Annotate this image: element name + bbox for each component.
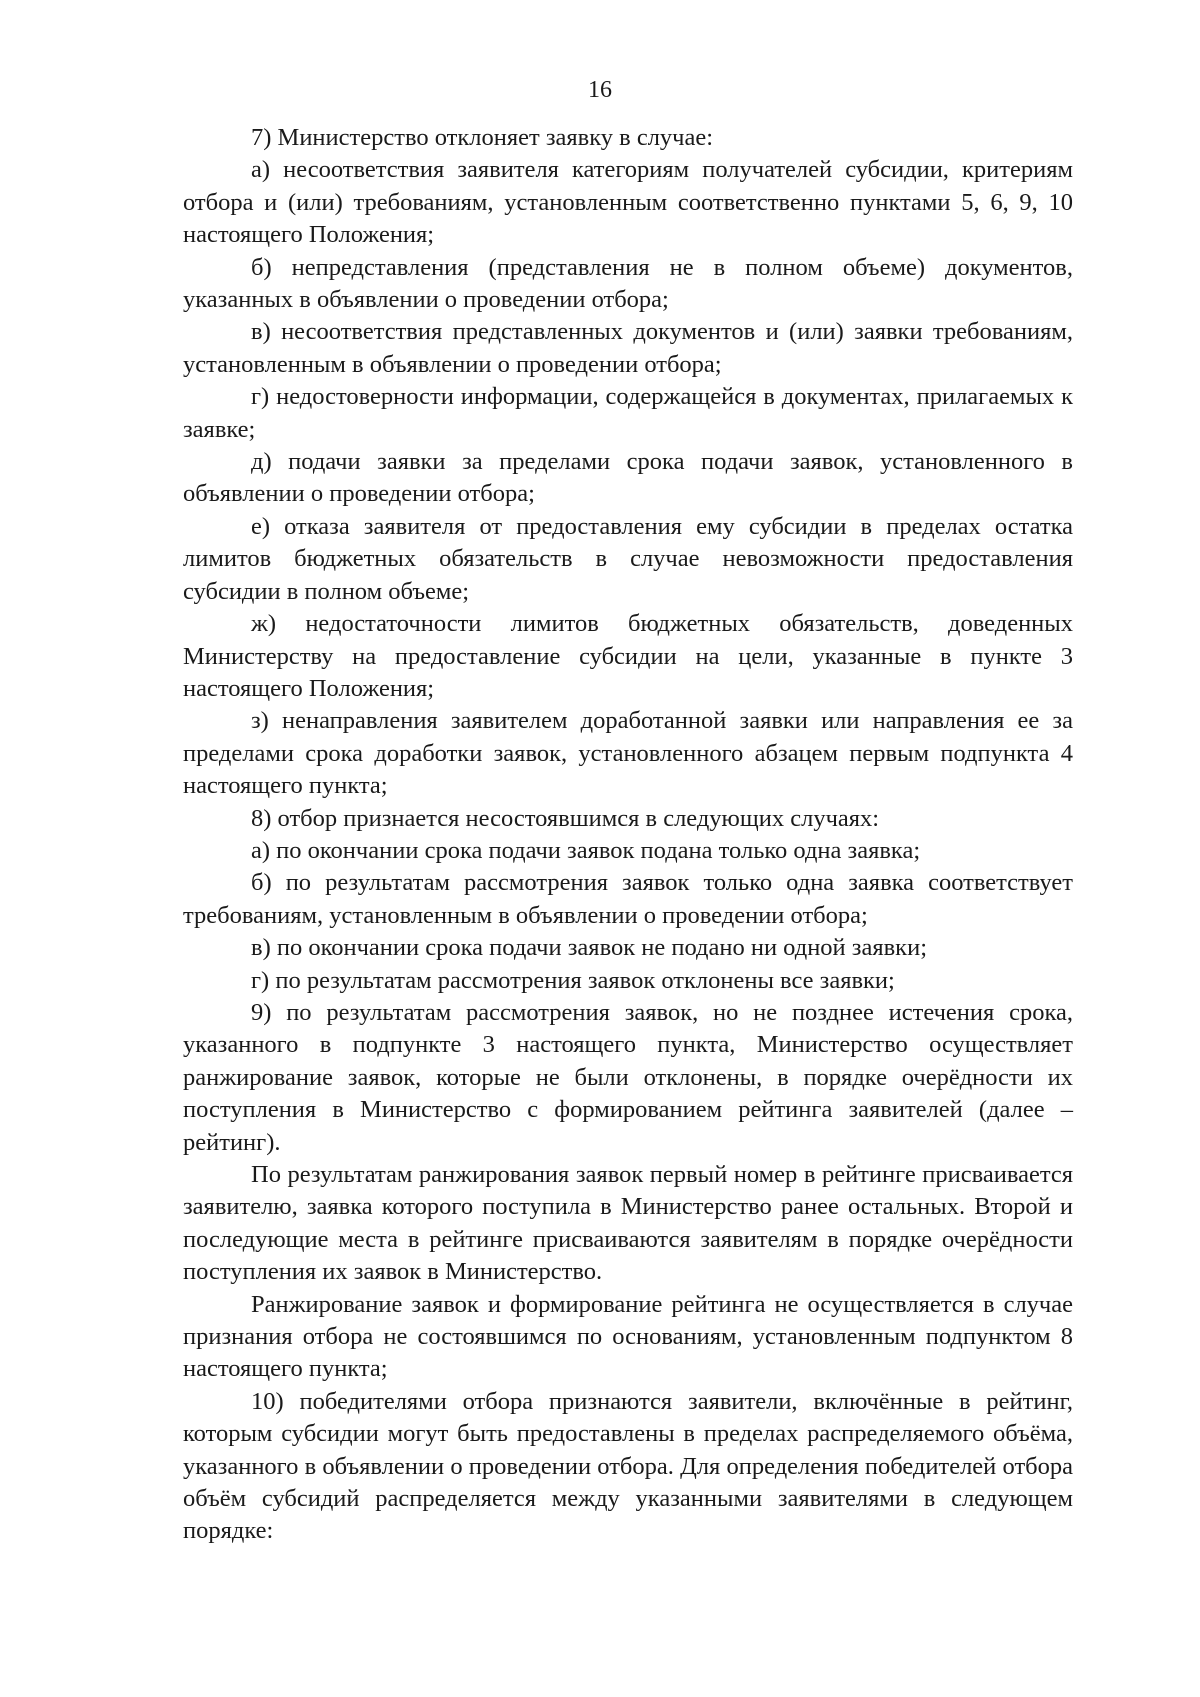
paragraph-item-9: 9) по результатам рассмотрения заявок, но не позднее истечения срока, указанного в подпункте 3 настоящего пункта, Министерство осуществляет ранжирование заявок, которые не были отклонены, в порядке очерёдности их поступления в Министерство с формированием рейтинга заявителей (далее – рейтинг).	[183, 998, 1073, 1156]
paragraph-8g: г) по результатам рассмотрения заявок отклонены все заявки;	[251, 966, 895, 994]
paragraph-7e: е) отказа заявителя от предоставления ему субсидии в пределах остатка лимитов бюджетных обязательств в случае невозможности предоставления субсидии в полном объеме;	[183, 512, 1073, 605]
paragraph-7zh: ж) недостаточности лимитов бюджетных обязательств, доведенных Министерству на предоставление субсидии на цели, указанные в пункте 3 настоящего Положения;	[183, 610, 1073, 702]
document-body	[183, 122, 1073, 1548]
paragraph-7d: д) подачи заявки за пределами срока подачи заявок, установленного в объявлении о проведении отбора;	[183, 448, 1073, 508]
paragraph-7a: а) несоответствия заявителя категориям получателей субсидии, критериям отбора и (или) требованиям, установленным соответственно пунктами 5, 6, 9, 10 настоящего Положения;	[183, 156, 1073, 249]
paragraph-7b: б) непредставления (представления не в полном объеме) документов, указанных в объявлении о проведении отбора;	[183, 253, 1073, 314]
paragraph-7z: з) ненаправления заявителем доработанной заявки или направления ее за пределами срока доработки заявок, установленного абзацем первым подпункта 4 настоящего пункта;	[183, 707, 1073, 800]
paragraph-8v: в) по окончании срока подачи заявок не подано ни одной заявки;	[251, 934, 927, 962]
paragraph-ranking-results: По результатам ранжирования заявок первый номер в рейтинге присваивается заявителю, заявка которого поступила в Министерство ранее остальных. Второй и последующие места в рейтинге присваиваются заявителям в порядке очерёдности поступления их заявок в Министерство.	[183, 1161, 1073, 1286]
paragraph-8b: б) по результатам рассмотрения заявок только одна заявка соответствует требованиям, установленным в объявлении о проведении отбора;	[183, 869, 1073, 929]
paragraph-item-7: 7) Министерство отклоняет заявку в случае:	[251, 124, 714, 151]
page-number: 16	[588, 77, 612, 103]
paragraph-ranking-exception: Ранжирование заявок и формирование рейтинга не осуществляется в случае признания отбора не состоявшимся по основаниям, установленным подпунктом 8 настоящего пункта;	[183, 1290, 1073, 1383]
paragraph-7v: в) несоответствия представленных документов и (или) заявки требованиям, установленным в объявлении о проведении отбора;	[183, 318, 1073, 378]
paragraph-8a: а) по окончании срока подачи заявок подана только одна заявка;	[251, 836, 921, 864]
paragraph-item-10: 10) победителями отбора признаются заявители, включённые в рейтинг, которым субсидии могут быть предоставлены в пределах распределяемого объёма, указанного в объявлении о проведении отбора. Для определения победителей отбора объём субсидий распределяется между указанными заявителями в следующем порядке:	[183, 1387, 1073, 1545]
paragraph-7g: г) недостоверности информации, содержащейся в документах, прилагаемых к заявке;	[183, 383, 1073, 443]
paragraph-item-8: 8) отбор признается несостоявшимся в следующих случаях:	[251, 804, 880, 832]
